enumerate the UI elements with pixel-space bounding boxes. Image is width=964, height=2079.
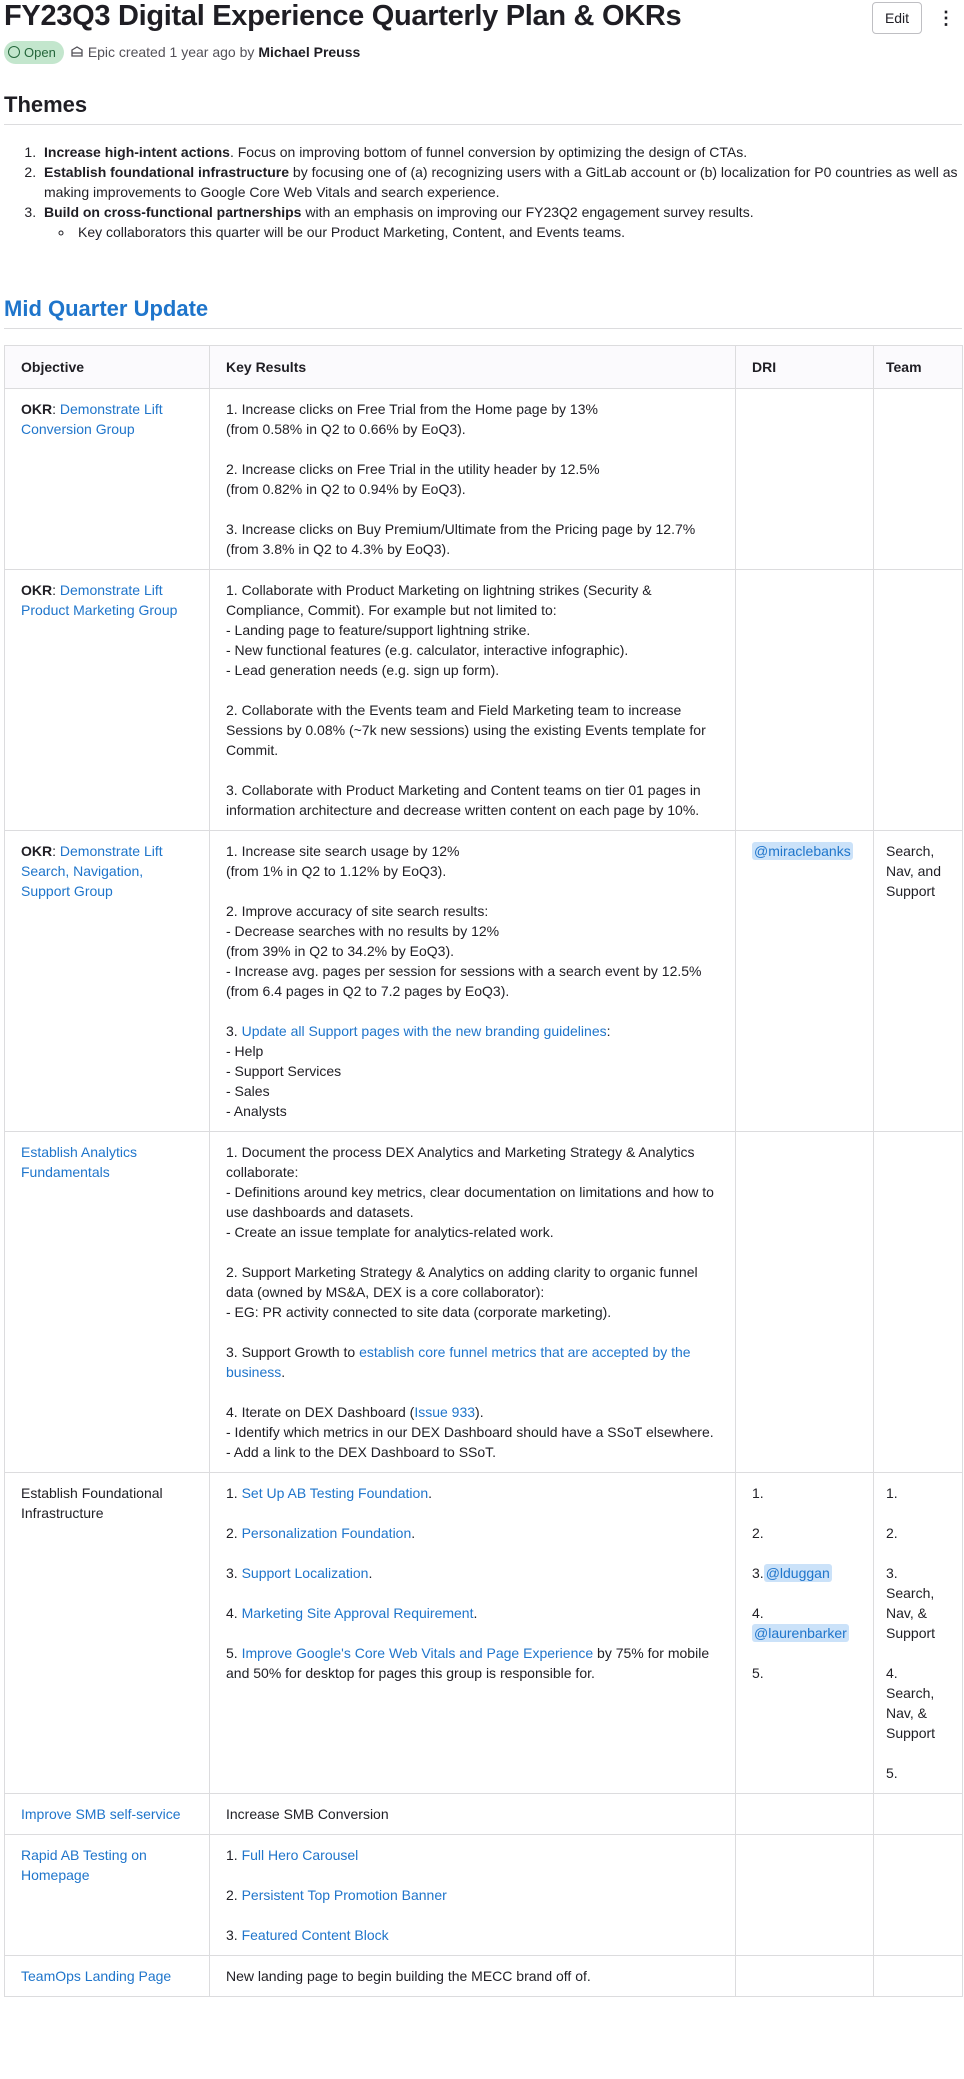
objective-cell: OKR: Demonstrate Lift Search, Navigation, Support Group [5, 831, 210, 1132]
key-result: 2. Support Marketing Strategy & Analytics on adding clarity to organic funnel data (owned by MS&A, DEX is a core collaborator): [226, 1264, 698, 1300]
key-result [226, 1021, 719, 1041]
dri-item: 2. [752, 1525, 764, 1541]
kr-number: 2. [226, 1887, 238, 1903]
kr-number: 1. [226, 1847, 238, 1863]
themes-list [4, 142, 964, 242]
dri-cell [736, 1956, 874, 1997]
key-result-detail: - Lead generation needs (e.g. sign up form). [226, 662, 500, 678]
dri-cell [736, 1835, 874, 1956]
key-results-cell [210, 1132, 736, 1473]
kr-text: 3. Support Growth to [226, 1344, 356, 1360]
objective-cell [5, 1794, 210, 1835]
key-results-cell: Increase SMB Conversion [210, 1794, 736, 1835]
list-item [40, 202, 964, 242]
mid-quarter-heading[interactable]: Mid Quarter Update [4, 296, 209, 321]
key-result-detail: - New functional features (e.g. calculator, interactive infographic). [226, 642, 629, 658]
team-item: 3. Search, Nav, & Support [886, 1565, 936, 1641]
page-title: FY23Q3 Digital Experience Quarterly Plan & OKRs [4, 0, 682, 32]
divider [4, 328, 962, 329]
key-result [226, 1603, 719, 1623]
sub-list [44, 222, 964, 242]
key-result [226, 1342, 719, 1382]
key-result: 2. Collaborate with the Events team and Field Marketing team to increase Sessions by 0.08% (~7k new sessions) using the existing Events template for Commit. [226, 702, 706, 758]
status-label: Open [24, 44, 56, 60]
themes-heading: Themes [4, 92, 88, 117]
objective-link[interactable]: Establish Analytics Fundamentals [21, 1144, 137, 1180]
okr-table [4, 345, 963, 1997]
key-result-detail: - Help [226, 1043, 264, 1059]
epic-icon [70, 45, 84, 59]
team-cell: Search, Nav, and Support [874, 831, 963, 1132]
dri-item [752, 1623, 857, 1643]
table-row [5, 389, 963, 570]
column-header-team: Team [874, 346, 963, 389]
kr-link[interactable]: Support Localization [241, 1565, 369, 1581]
table-row [5, 1956, 963, 1997]
list-item [40, 162, 964, 202]
theme-title: Build on cross-functional partnerships [44, 204, 302, 220]
kr-suffix: : [606, 1023, 611, 1039]
team-cell [874, 1835, 963, 1956]
okr-label: OKR [21, 843, 53, 859]
table-row [5, 831, 963, 1132]
objective-cell [5, 1835, 210, 1956]
okr-label: OKR [21, 401, 53, 417]
objective-cell: OKR: Demonstrate Lift Conversion Group [5, 389, 210, 570]
okr-label: OKR [21, 582, 53, 598]
dri-item: 4. [752, 1605, 764, 1621]
kr-suffix: ). [475, 1404, 484, 1420]
kr-link[interactable]: Featured Content Block [241, 1927, 389, 1943]
key-results-cell: New landing page to begin building the MECC brand off of. [210, 1956, 736, 1997]
kr-number: 3. [226, 1565, 238, 1581]
key-result: 2. Improve accuracy of site search results: [226, 903, 489, 919]
kr-suffix: by 75% for mobile and 50% for desktop for pages this group is responsible for. [226, 1645, 710, 1681]
kr-number: 2. [226, 1525, 238, 1541]
kr-number: 3. [226, 1927, 238, 1943]
theme-title: Increase high-intent actions [44, 144, 230, 160]
key-result: 3. Collaborate with Product Marketing and Content teams on tier 01 pages in information architecture and decrease written content on each page by 10%. [226, 782, 701, 818]
key-result [226, 1845, 719, 1865]
team-cell [874, 1132, 963, 1473]
kr-number: 1. [226, 1485, 238, 1501]
dri-cell [736, 831, 874, 1132]
objective-link[interactable]: Demonstrate Lift Conversion Group [21, 401, 163, 437]
key-result-detail: - Create an issue template for analytics-related work. [226, 1224, 554, 1240]
kr-link[interactable]: Improve Google's Core Web Vitals and Page Experience [241, 1645, 594, 1661]
kr-suffix: . [473, 1605, 478, 1621]
user-mention[interactable]: @miraclebanks [754, 843, 851, 859]
key-result-detail: - Support Services [226, 1063, 342, 1079]
dri-number: 3. [752, 1565, 764, 1581]
key-result-detail: (from 0.58% in Q2 to 0.66% by EoQ3). [226, 421, 466, 437]
key-result [226, 1563, 719, 1583]
kr-number: 5. [226, 1645, 238, 1661]
key-result: 1. Collaborate with Product Marketing on lightning strikes (Security & Compliance, Commit). For example but not limited to: [226, 582, 652, 618]
kr-link[interactable]: Update all Support pages with the new branding guidelines [241, 1023, 607, 1039]
key-result: 1. Increase clicks on Free Trial from the Home page by 13% [226, 401, 598, 417]
dri-cell [736, 389, 874, 570]
kr-suffix: . [411, 1525, 416, 1541]
key-result-detail: - Sales [226, 1083, 270, 1099]
key-results-cell [210, 1473, 736, 1794]
table-row [5, 570, 963, 831]
key-result: 2. Increase clicks on Free Trial in the utility header by 12.5% [226, 461, 600, 477]
key-result-detail: (from 0.82% in Q2 to 0.94% by EoQ3). [226, 481, 466, 497]
epic-meta [4, 40, 360, 64]
dri-item [752, 1563, 857, 1583]
theme-text: with an emphasis on improving our FY23Q2 engagement survey results. [301, 204, 754, 220]
kr-link[interactable]: Personalization Foundation [241, 1525, 412, 1541]
objective-cell [5, 1956, 210, 1997]
kr-number: 3. [226, 1023, 238, 1039]
key-result-detail: (from 1% in Q2 to 1.12% by EoQ3). [226, 863, 447, 879]
kr-link[interactable]: establish core funnel metrics that are accepted by the business [226, 1344, 691, 1380]
column-header-dri: DRI [736, 346, 874, 389]
team-cell [874, 570, 963, 831]
theme-text: by focusing one of (a) recognizing users with a GitLab account or (b) localization for P0 countries as well as making improvements to Google Core Web Vitals and search experience. [44, 164, 958, 200]
team-item: 1. [886, 1485, 898, 1501]
kr-text: 4. Iterate on DEX Dashboard ( [226, 1404, 415, 1420]
table-row [5, 1835, 963, 1956]
objective-link[interactable]: TeamOps Landing Page [21, 1968, 172, 1984]
dri-item: 5. [752, 1665, 764, 1681]
key-result [226, 1523, 719, 1543]
theme-text: . Focus on improving bottom of funnel conversion by optimizing the design of CTAs. [229, 144, 748, 160]
key-result-detail: - Increase avg. pages per session for sessions with a search event by 12.5% [226, 963, 702, 979]
team-item: 5. [886, 1765, 898, 1781]
meta-text: Epic created 1 year ago by [87, 44, 255, 60]
issue-open-icon [8, 46, 20, 58]
divider [4, 124, 962, 125]
user-mention[interactable]: @lduggan [765, 1565, 830, 1581]
key-result-detail: - EG: PR activity connected to site data (corporate marketing). [226, 1304, 612, 1320]
objective-link[interactable]: Rapid AB Testing on Homepage [21, 1847, 147, 1883]
key-result-detail: - Add a link to the DEX Dashboard to SSoT. [226, 1444, 497, 1460]
dri-cell [736, 1132, 874, 1473]
objective-link[interactable]: Demonstrate Lift Product Marketing Group [21, 582, 178, 618]
key-result [226, 1483, 719, 1503]
key-result-detail: - Definitions around key metrics, clear documentation on limitations and how to use dashboards and datasets. [226, 1184, 714, 1220]
table-row [5, 1794, 963, 1835]
dri-item: 1. [752, 1485, 764, 1501]
column-header-objective: Objective [5, 346, 210, 389]
table-row [5, 1132, 963, 1473]
issue-link[interactable]: Issue 933 [414, 1404, 476, 1420]
key-results-cell [210, 831, 736, 1132]
status-badge [4, 41, 64, 64]
objective-cell: OKR: Demonstrate Lift Product Marketing Group [5, 570, 210, 831]
key-results-cell [210, 1835, 736, 1956]
list-item: ◦ Key collaborators this quarter will be our Product Marketing, Content, and Events teams. [74, 222, 964, 242]
team-cell [874, 1794, 963, 1835]
kr-link[interactable]: Full Hero Carousel [241, 1847, 359, 1863]
objective-cell [5, 1132, 210, 1473]
key-result-detail: - Analysts [226, 1103, 287, 1119]
key-result [226, 1402, 719, 1422]
key-result-detail: (from 6.4 pages in Q2 to 7.2 pages by EoQ3). [226, 983, 510, 999]
key-results-cell [210, 570, 736, 831]
column-header-key-results: Key Results [210, 346, 736, 389]
kr-suffix: . [281, 1364, 286, 1380]
team-item: 4. Search, Nav, & Support [886, 1665, 936, 1741]
key-result-detail: - Identify which metrics in our DEX Dashboard should have a SSoT elsewhere. [226, 1424, 714, 1440]
key-result [226, 1885, 719, 1905]
key-result: 1. Document the process DEX Analytics and Marketing Strategy & Analytics collaborate: [226, 1144, 695, 1180]
key-result: 1. Increase site search usage by 12% [226, 843, 460, 859]
key-result-detail: - Landing page to feature/support lightning strike. [226, 622, 531, 638]
dri-cell [736, 570, 874, 831]
kr-link[interactable]: Set Up AB Testing Foundation [241, 1485, 429, 1501]
team-cell [874, 1473, 963, 1794]
key-result-detail: (from 39% in Q2 to 34.2% by EoQ3). [226, 943, 454, 959]
objective-link[interactable]: Demonstrate Lift Search, Navigation, Support Group [21, 843, 163, 899]
objective-cell: Establish Foundational Infrastructure [5, 1473, 210, 1794]
kr-number: 4. [226, 1605, 238, 1621]
dri-cell [736, 1794, 874, 1835]
team-cell [874, 1956, 963, 1997]
user-mention[interactable]: @laurenbarker [754, 1625, 847, 1641]
objective-link[interactable]: Improve SMB self-service [21, 1806, 181, 1822]
kr-link[interactable]: Marketing Site Approval Requirement [241, 1605, 474, 1621]
kr-suffix: . [368, 1565, 373, 1581]
key-result-detail: - Decrease searches with no results by 12% [226, 923, 500, 939]
table-header-row [5, 346, 963, 389]
key-result [226, 1925, 719, 1945]
team-item: 2. [886, 1525, 898, 1541]
edit-button[interactable]: Edit [872, 2, 922, 34]
theme-title: Establish foundational infrastructure [44, 164, 290, 180]
key-result: 3. Increase clicks on Buy Premium/Ultimate from the Pricing page by 12.7% [226, 521, 696, 537]
table-row [5, 1473, 963, 1794]
key-result-detail: (from 3.8% in Q2 to 4.3% by EoQ3). [226, 541, 451, 557]
more-actions-icon[interactable]: ⋮ [937, 8, 955, 28]
team-cell [874, 389, 963, 570]
dri-cell [736, 1473, 874, 1794]
kr-link[interactable]: Persistent Top Promotion Banner [241, 1887, 447, 1903]
author-link[interactable]: Michael Preuss [258, 44, 361, 60]
kr-suffix: . [428, 1485, 433, 1501]
list-item [40, 142, 964, 162]
key-results-cell [210, 389, 736, 570]
key-result [226, 1643, 719, 1683]
